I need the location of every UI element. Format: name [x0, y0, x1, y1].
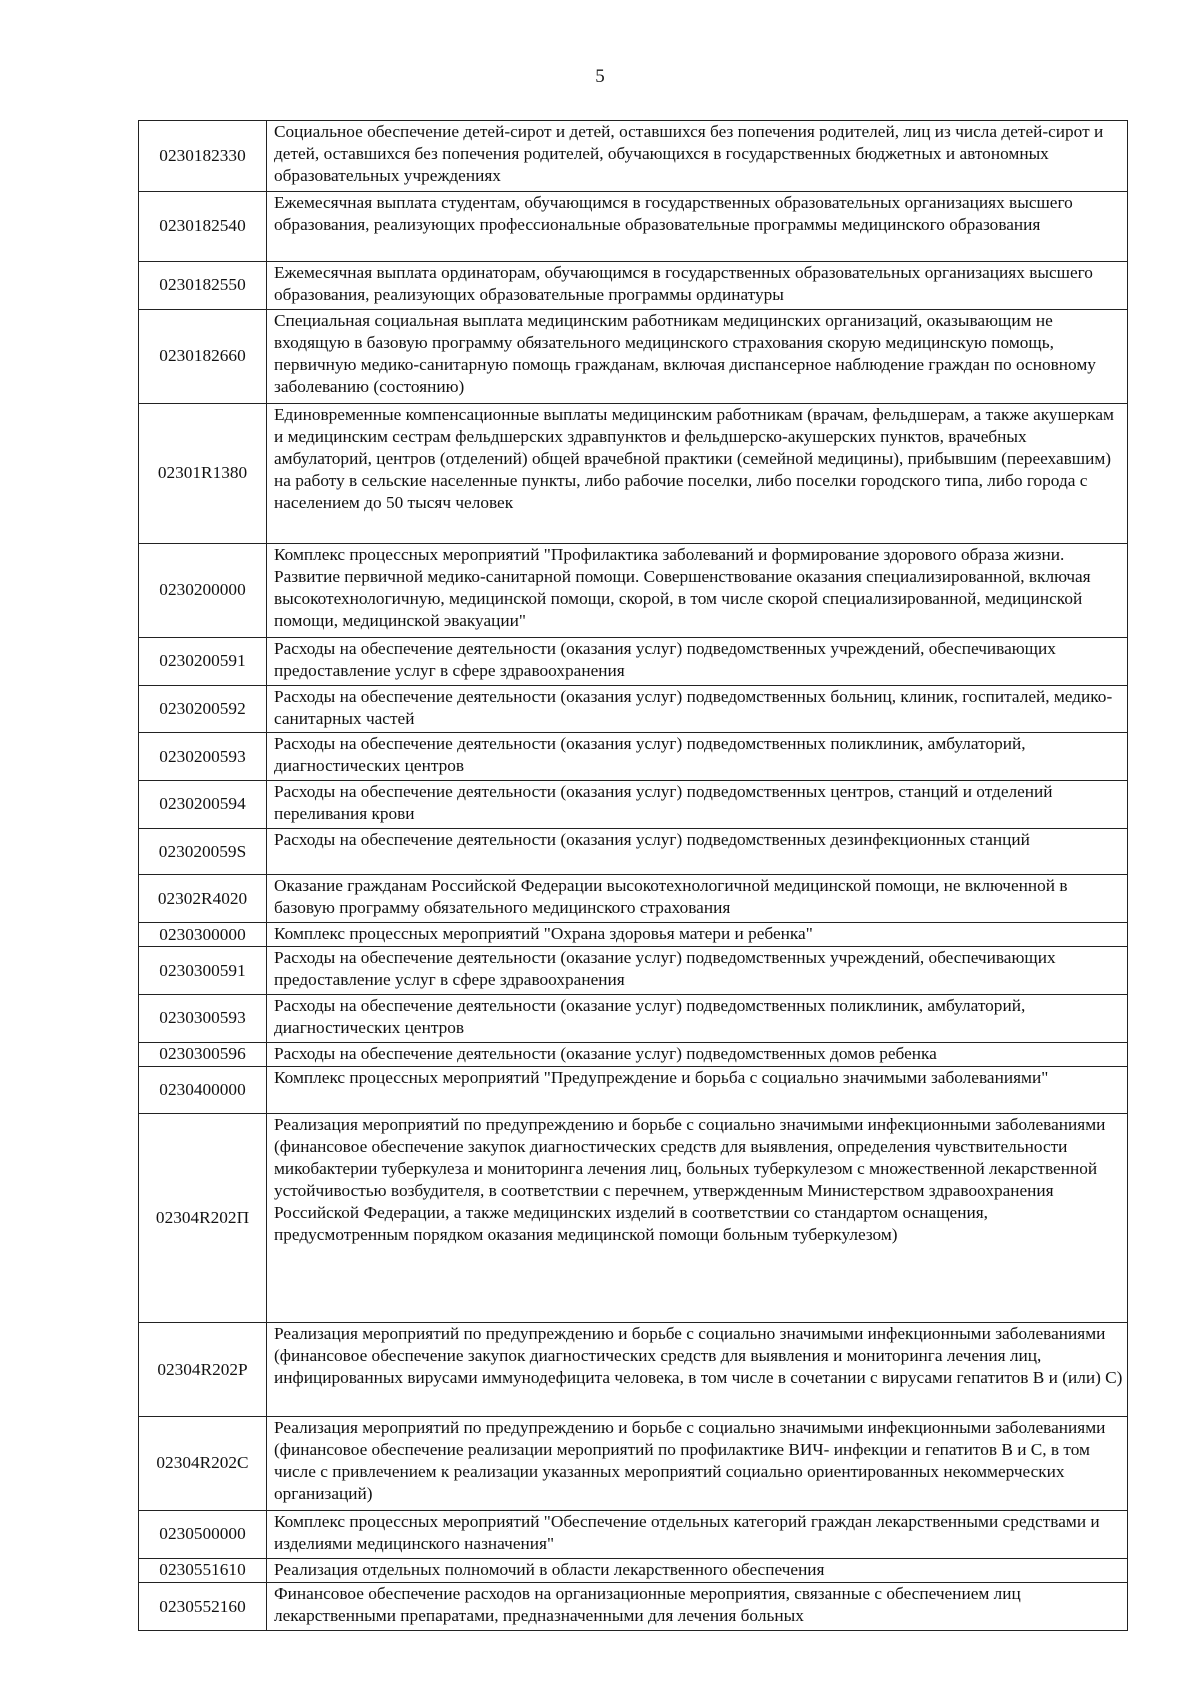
- row-code: 0230551610: [139, 1558, 267, 1582]
- table-row: [139, 1583, 1128, 1631]
- row-description: Финансовое обеспечение расходов на организационные мероприятия, связанные с обеспечением лиц лекарственными препаратами, предназначенными для лечения больных: [267, 1583, 1128, 1631]
- row-code: 0230182660: [139, 309, 267, 403]
- row-description: Расходы на обеспечение деятельности (оказания услуг) подведомственных больниц, клиник, госпиталей, медико-санитарных частей: [267, 685, 1128, 733]
- row-code: 0230200593: [139, 733, 267, 781]
- table-row: [139, 1067, 1128, 1114]
- row-description: Комплекс процессных мероприятий "Предупреждение и борьба с социально значимыми заболеваниями": [267, 1067, 1128, 1114]
- row-description: Единовременные компенсационные выплаты медицинским работникам (врачам, фельдшерам, а также акушеркам и медицинским сестрам фельдшерских здравпунктов и фельдшерско-акушерских пунктов, врачебных амбулаторий, центров (отделений) общей врачебной практики (семейной медицины), прибывшим (переехавшим) на работу в сельские населенные пункты, либо рабочие поселки, либо поселки городского типа, либо города с населением до 50 тысяч человек: [267, 403, 1128, 543]
- table-row: [139, 733, 1128, 781]
- row-description: Ежемесячная выплата студентам, обучающимся в государственных образовательных организациях высшего образования, реализующих профессиональные образовательные программы медицинского образования: [267, 191, 1128, 261]
- budget-codes-table: [138, 120, 1128, 1631]
- table-row: [139, 1113, 1128, 1323]
- table-row: [139, 403, 1128, 543]
- row-description: Ежемесячная выплата ординаторам, обучающимся в государственных образовательных организациях высшего образования, реализующих образовательные программы ординатуры: [267, 261, 1128, 309]
- table-row: [139, 261, 1128, 309]
- table-row: [139, 191, 1128, 261]
- table-row: [139, 781, 1128, 829]
- row-code: 0230500000: [139, 1511, 267, 1559]
- row-description: Оказание гражданам Российской Федерации высокотехнологичной медицинской помощи, не включенной в базовую программу обязательного медицинского страхования: [267, 875, 1128, 923]
- row-description: Социальное обеспечение детей-сирот и детей, оставшихся без попечения родителей, лиц из числа детей-сирот и детей, оставшихся без попечения родителей, обучающихся в государственных бюджетных и автономных образовательных учреждениях: [267, 121, 1128, 192]
- row-code: 02304R202П: [139, 1113, 267, 1323]
- row-description: Специальная социальная выплата медицинским работникам медицинских организаций, оказывающим не входящую в базовую программу обязательного медицинского страхования скорую медицинскую помощь, первичную медико-санитарную помощь гражданам, включая диспансерное наблюдение граждан по основному заболеванию (состоянию): [267, 309, 1128, 403]
- table-row: [139, 875, 1128, 923]
- row-description: Расходы на обеспечение деятельности (оказания услуг) подведомственных учреждений, обеспечивающих предоставление услуг в сфере здравоохранения: [267, 638, 1128, 686]
- row-code: 0230552160: [139, 1583, 267, 1631]
- table-row: [139, 685, 1128, 733]
- row-description: Реализация мероприятий по предупреждению и борьбе с социально значимыми инфекционными заболеваниями (финансовое обеспечение реализации мероприятий по профилактике ВИЧ- инфекции и гепатитов В и С, в том числе с привлечением к реализации указанных мероприятий социально ориентированных некоммерческих организаций): [267, 1416, 1128, 1510]
- table-row: [139, 1511, 1128, 1559]
- row-description: Комплекс процессных мероприятий "Охрана здоровья матери и ребенка": [267, 923, 1128, 947]
- table-row: [139, 1042, 1128, 1066]
- table-row: [139, 1323, 1128, 1416]
- row-code: 023020059S: [139, 828, 267, 875]
- row-code: 0230400000: [139, 1067, 267, 1114]
- row-description: Реализация отдельных полномочий в области лекарственного обеспечения: [267, 1558, 1128, 1582]
- row-description: Реализация мероприятий по предупреждению и борьбе с социально значимыми инфекционными заболеваниями (финансовое обеспечение закупок диагностических средств для выявления, определения чувствительности микобактерии туберкулеза и мониторинга лечения лиц, больных туберкулезом с множественной лекарственной устойчивостью возбудителя, в соответствии с перечнем, утвержденным Министерством здравоохранения Российской Федерации, а также медицинских изделий в соответствии со стандартом оснащения, предусмотренным порядком оказания медицинской помощи больным туберкулезом): [267, 1113, 1128, 1323]
- table-row: [139, 1416, 1128, 1510]
- row-description: Комплекс процессных мероприятий "Профилактика заболеваний и формирование здорового образа жизни. Развитие первичной медико-санитарной помощи. Совершенствование оказания специализированной, включая высокотехнологичную, медицинской помощи, скорой, в том числе скорой специализированной, медицинской помощи, медицинской эвакуации": [267, 543, 1128, 637]
- table-row: [139, 923, 1128, 947]
- row-description: Расходы на обеспечение деятельности (оказания услуг) подведомственных дезинфекционных станций: [267, 828, 1128, 875]
- row-code: 0230200000: [139, 543, 267, 637]
- table-row: [139, 947, 1128, 995]
- table-row: [139, 121, 1128, 192]
- row-description: Комплекс процессных мероприятий "Обеспечение отдельных категорий граждан лекарственными средствами и изделиями медицинского назначения": [267, 1511, 1128, 1559]
- row-code: 0230182540: [139, 191, 267, 261]
- row-description: Расходы на обеспечение деятельности (оказания услуг) подведомственных центров, станций и отделений переливания крови: [267, 781, 1128, 829]
- table-row: [139, 1558, 1128, 1582]
- row-code: 0230200594: [139, 781, 267, 829]
- row-description: Реализация мероприятий по предупреждению и борьбе с социально значимыми инфекционными заболеваниями (финансовое обеспечение закупок диагностических средств для выявления и мониторинга лечения лиц, инфицированных вирусами иммунодефицита человека, в том числе в сочетании с вирусами гепатитов В и (или) С): [267, 1323, 1128, 1416]
- table-row: [139, 543, 1128, 637]
- row-code: 0230182550: [139, 261, 267, 309]
- row-code: 02304R202P: [139, 1323, 267, 1416]
- row-code: 02304R202C: [139, 1416, 267, 1510]
- row-code: 0230300591: [139, 947, 267, 995]
- table-row: [139, 828, 1128, 875]
- row-code: 02301R1380: [139, 403, 267, 543]
- row-code: 02302R4020: [139, 875, 267, 923]
- table-row: [139, 309, 1128, 403]
- row-code: 0230300596: [139, 1042, 267, 1066]
- row-description: Расходы на обеспечение деятельности (оказание услуг) подведомственных поликлиник, амбулаторий, диагностических центров: [267, 995, 1128, 1043]
- row-code: 0230300000: [139, 923, 267, 947]
- row-code: 0230300593: [139, 995, 267, 1043]
- row-description: Расходы на обеспечение деятельности (оказание услуг) подведомственных домов ребенка: [267, 1042, 1128, 1066]
- row-description: Расходы на обеспечение деятельности (оказание услуг) подведомственных учреждений, обеспечивающих предоставление услуг в сфере здравоохранения: [267, 947, 1128, 995]
- row-description: Расходы на обеспечение деятельности (оказания услуг) подведомственных поликлиник, амбулаторий, диагностических центров: [267, 733, 1128, 781]
- row-code: 0230200591: [139, 638, 267, 686]
- table-row: [139, 638, 1128, 686]
- row-code: 0230200592: [139, 685, 267, 733]
- row-code: 0230182330: [139, 121, 267, 192]
- page-number: 5: [595, 66, 605, 87]
- table-row: [139, 995, 1128, 1043]
